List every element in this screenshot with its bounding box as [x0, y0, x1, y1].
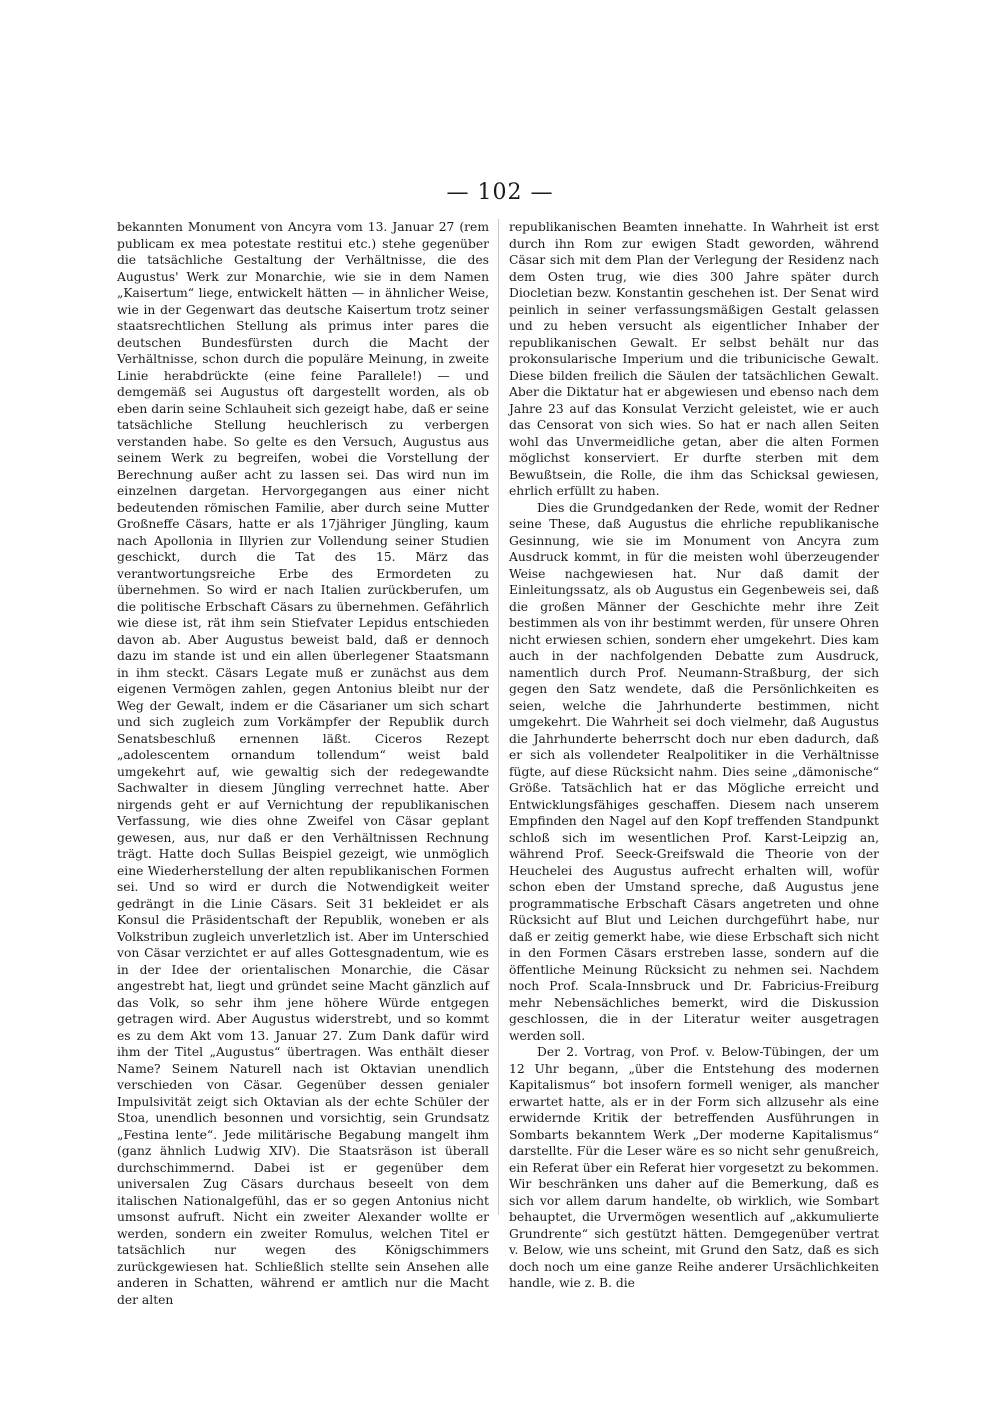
- left-column: [117, 219, 489, 1307]
- right-paragraph-3: Der 2. Vortrag, von Prof. v. Below-Tübingen, der um 12 Uhr begann, „über die Entstehung des modernen Kapitalismus“ bot insofern formell weniger, als mancher erwartet hatte, als er in der Form sich allzusehr als eine erwidernde Kritik der betreffenden Ausführungen in Sombarts bekanntem Werk „Der moderne Kapitalismus“ darstellte. Für die Leser wäre es so nicht sehr genußreich, ein Referat über ein Referat hier vorgesetzt zu bekommen. Wir beschränken uns daher auf die Bemerkung, daß es sich vor allem darum handelte, ob wirklich, wie Sombart behauptet, die Urvermögen wesentlich auf „akkumulierte Grundrente“ sich gestützt hätten. Demgegenüber vertrat v. Below, wie uns scheint, mit Grund den Satz, daß es sich doch noch um eine ganze Reihe anderer Ursächlichkeiten handle, wie z. B. die: [509, 1045, 879, 1290]
- left-paragraph-1: bekannten Monument von Ancyra vom 13. Januar 27 (rem publicam ex mea potestate restitui etc.) stehe gegenüber die tatsächliche Gestaltung der Verhältnisse, die des Augustus' Werk zur Monarchie, wie sie in dem Namen „Kaisertum“ liege, entwickelt hätten — in ähnlicher Weise, wie in der Gegenwart das deutsche Kaisertum trotz seiner staatsrechtlichen Stellung als primus inter pares die deutschen Bundesfürsten durch die Macht der Verhältnisse, schon durch die populäre Meinung, in zweite Linie herabdrückte (eine feine Parallele!) — und demgemäß sei Augustus oft dargestellt worden, als ob eben darin seine Schlauheit sich gezeigt habe, daß er seine tatsächliche Stellung heuchlerisch zu verbergen verstanden habe. So gelte es den Versuch, Augustus aus seinem Werk zu begreifen, wobei die Vorstellung der Berechnung außer acht zu lassen sei. Das wird nun im einzelnen dargetan. Hervorgegangen aus einer nicht bedeutenden römischen Familie, aber durch seine Mutter Großneffe Cäsars, hatte er als 17jähriger Jüngling, kaum nach Apollonia in Illyrien zur Vollendung seiner Studien geschickt, durch die Tat des 15. März das verantwortungsreiche Erbe des Ermordeten zu übernehmen. So wird er nach Italien zurückberufen, um die politische Erbschaft Cäsars zu übernehmen. Gefährlich wie diese ist, rät ihm sein Stiefvater Lepidus entschieden davon ab. Aber Augustus beweist bald, daß er dennoch dazu im stande ist und ein allen überlegener Staatsmann in ihm steckt. Cäsars Legate muß er zunächst aus dem eigenen Vermögen zahlen, gegen Antonius bleibt nur der Weg der Gewalt, indem er die Cäsarianer um sich schart und sich zugleich zum Vorkämpfer der Republik durch Senatsbeschluß ernennen läßt. Ciceros Rezept „adolescentem ornandum tollendum“ weist bald umgekehrt auf, wie gewaltig sich der redegewandte Sachwalter in diesem Jüngling verrechnet hatte. Aber nirgends geht er auf Vernichtung der republikanischen Verfassung, wie dies ohne Zweifel von Cäsar geplant gewesen, aus, nur daß er den Verhältnissen Rechnung trägt. Hatte doch Sullas Beispiel gezeigt, wie unmöglich eine Wiederherstellung der alten republikanischen Formen sei. Und so wird er durch die Notwendigkeit weiter gedrängt in die Linie Cäsars. Seit 31 bekleidet er als Konsul die Präsidentschaft der Republik, woneben er als Volkstribun zugleich unverletzlich ist. Aber im Unterschied von Cäsar verzichtet er auf alles Gottesgnadentum, wie es in der Idee der orientalischen Monarchie, die Cäsar angestrebt hat, liegt und gründet seine Macht gänzlich auf das Volk, so sehr ihm jene höhere Würde entgegen getragen wird. Aber Augustus widerstrebt, und so kommt es zu dem Akt vom 13. Januar 27. Zum Dank dafür wird ihm der Titel „Augustus“ übertragen. Was enthält dieser Name? Seinem Naturell nach ist Oktavian unendlich verschieden von Cäsar. Gegenüber dessen genialer Impulsivität zeigt sich Oktavian als der echte Schüler der Stoa, unendlich besonnen und vorsichtig, sein Grundsatz „Festina lente“. Jede militärische Begabung mangelt ihm (ganz ähnlich Ludwig XIV). Die Staatsräson ist überall durchschimmernd. Dabei ist er gegenüber dem universalen Zug Cäsars durchaus beseelt von dem italischen Nationalgefühl, das er so gegen Antonius nicht umsonst aufruft. Nicht ein zweiter Alexander wollte er werden, sondern ein zweiter Romulus, welchen Titel er tatsächlich nur wegen des Königschimmers zurückgewiesen hat. Schließlich stellte sein Ansehen alle anderen in Schatten, während er amtlich nur die Macht der alten: [117, 220, 489, 1307]
- column-divider: [498, 219, 499, 1215]
- right-column: [509, 219, 879, 1290]
- page-number: — 102 —: [446, 180, 554, 205]
- right-paragraph-1: republikanischen Beamten innehatte. In Wahrheit ist erst durch ihn Rom zur ewigen Stadt geworden, während Cäsar sich mit dem Plan der Verlegung der Residenz nach dem Osten trug, wie dies 300 Jahre später durch Diocletian bezw. Konstantin geschehen ist. Der Senat wird peinlich in seiner verfassungsmäßigen Gestalt gelassen und zu heben versucht als eigentlicher Inhaber der republikanischen Gewalt. Er selbst behält nur das prokonsularische Imperium und die tribunicische Gewalt. Diese bilden freilich die Säulen der tatsächlichen Gewalt. Aber die Diktatur hat er abgewiesen und ebenso nach dem Jahre 23 auf das Konsulat Verzicht geleistet, wie er auch das Censorat von sich wies. So hat er nach allen Seiten wohl das Unvermeidliche getan, aber die alten Formen möglichst konserviert. Er durfte sterben mit dem Bewußtsein, die Rolle, die ihm das Schicksal gewiesen, ehrlich erfüllt zu haben.: [509, 220, 879, 498]
- right-paragraph-2: Dies die Grundgedanken der Rede, womit der Redner seine These, daß Augustus die ehrliche republikanische Gesinnung, wie sie im Monument von Ancyra zum Ausdruck kommt, in für die meisten wohl überzeugender Weise nachgewiesen hat. Nur daß damit der Einleitungssatz, als ob Augustus ein Gegenbeweis sei, daß die großen Männer der Geschichte mehr ihre Zeit bestimmen als von ihr bestimmt werden, für unsere Ohren nicht erwiesen schien, sondern eher umgekehrt. Dies kam auch in der nachfolgenden Debatte zum Ausdruck, namentlich durch Prof. Neumann-Straßburg, der sich gegen den Satz wendete, daß die Persönlichkeiten es seien, welche die Jahrhunderte bestimmen, nicht umgekehrt. Die Wahrheit sei doch vielmehr, daß Augustus die Jahrhunderte beherrscht doch nur eben dadurch, daß er sich als vollendeter Realpolitiker in die Verhältnisse fügte, auf diese Rücksicht nahm. Dies seine „dämonische“ Größe. Tatsächlich hat er das Mögliche erreicht und Entwicklungsfähiges geschaffen. Diesem nach unserem Empfinden den Nagel auf den Kopf treffenden Standpunkt schloß sich im wesentlichen Prof. Karst-Leipzig an, während Prof. Seeck-Greifswald die Theorie von der Heuchelei des Augustus aufrecht erhalten will, wofür schon eben der Umstand spreche, daß Augustus jene programmatische Erbschaft Cäsars angetreten und ohne Rücksicht auf Blut und Leichen durchgeführt habe, nur daß er zeitig gemerkt habe, wie diese Erbschaft sich nicht in den Formen Cäsars erstreben lasse, sondern auf die öffentliche Meinung Rücksicht zu nehmen sei. Nachdem noch Prof. Scala-Innsbruck und Dr. Fabricius-Freiburg mehr Nebensächliches bemerkt, wird die Diskussion geschlossen, die in der Literatur weiter ausgetragen werden soll.: [509, 500, 879, 1043]
